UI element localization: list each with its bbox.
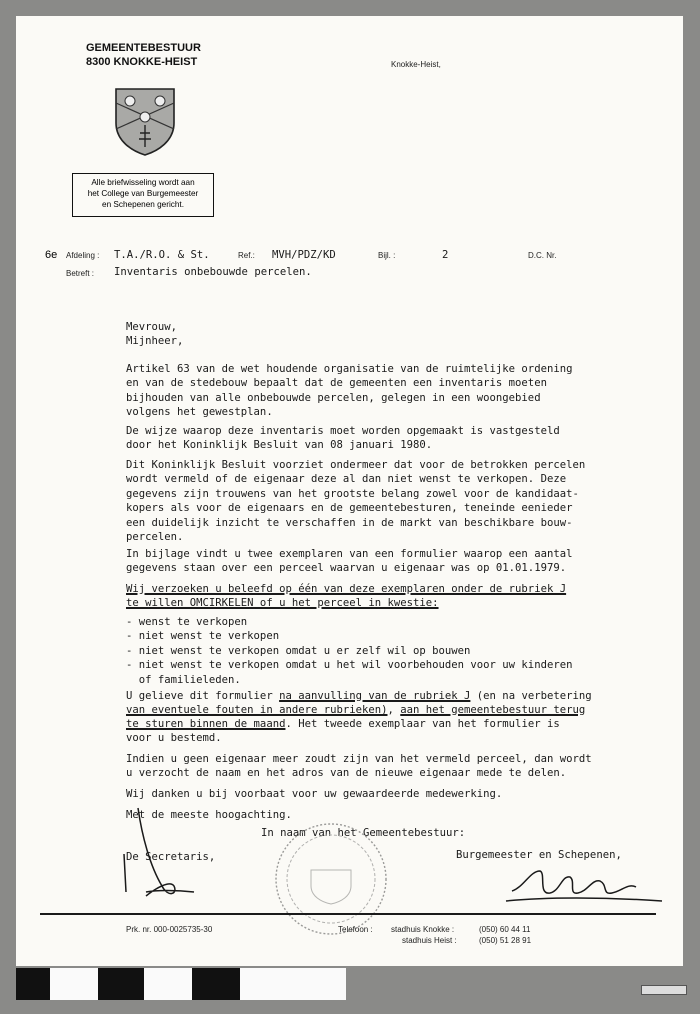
paragraph-1: Artikel 63 van de wet houdende organisatie van de ruimtelijke ordening en van de stedebouw bepaalt dat de gemeenten een inventaris moeten bijhouden van alle onbebouwde percelen, gelegen in een woongebied volgens het gewestplan. bbox=[126, 363, 573, 419]
closing-line: Met de meeste hoogachting. bbox=[126, 809, 292, 821]
salutation-line: Mijnheer, bbox=[126, 335, 184, 347]
ref-prefix: 6e bbox=[45, 249, 58, 261]
letterhead-line1: GEMEENTEBESTUUR bbox=[86, 42, 201, 54]
mayor-label: Burgemeester en Schepenen, bbox=[456, 849, 622, 861]
paragraph-6-line-1: U gelieve dit formulier na aanvulling van de rubriek J (en na verbetering bbox=[126, 690, 592, 702]
notice-line: het College van Burgemeester bbox=[87, 189, 199, 198]
letter-page bbox=[16, 16, 683, 966]
coat-of-arms-icon bbox=[114, 87, 176, 157]
footer-knokke-number: (050) 60 44 11 bbox=[479, 925, 531, 934]
bijl-value: 2 bbox=[442, 249, 449, 261]
paragraph-6-line-3: te sturen binnen de maand. Het tweede exemplaar van het formulier is bbox=[126, 718, 560, 730]
footer-telefoon-label: Telefoon : bbox=[338, 925, 373, 934]
paragraph-6-line-2: van eventuele fouten in andere rubrieken), aan het gemeentebestuur terug bbox=[126, 704, 586, 716]
footer-heist-number: (050) 51 28 91 bbox=[479, 936, 532, 945]
paragraph-6-line-4: voor u bestemd. bbox=[126, 732, 222, 744]
betreft-value: Inventaris onbebouwde percelen. bbox=[114, 266, 312, 278]
paragraph-8: Wij danken u bij voorbaat voor uw gewaardeerde medewerking. bbox=[126, 788, 503, 800]
notice-line: Alle briefwisseling wordt aan bbox=[91, 178, 195, 187]
secretary-signature-icon bbox=[116, 806, 196, 906]
afdeling-value: T.A./R.O. & St. bbox=[114, 249, 210, 261]
greyscale-bar-icon bbox=[16, 968, 346, 1000]
letterhead-place: Knokke-Heist, bbox=[391, 60, 441, 69]
scan-tag bbox=[641, 985, 687, 995]
scan-calibration-strip bbox=[16, 968, 346, 1000]
footer-heist-label: stadhuis Heist : bbox=[402, 936, 457, 945]
correspondence-notice bbox=[72, 173, 214, 217]
letterhead-line2: 8300 KNOKKE-HEIST bbox=[86, 56, 198, 68]
salutation-line: Mevrouw, bbox=[126, 321, 178, 333]
afdeling-label: Afdeling : bbox=[66, 251, 100, 260]
ref-value: MVH/PDZ/KD bbox=[272, 249, 336, 261]
official-seal-icon bbox=[271, 820, 391, 938]
footer-prk: Prk. nr. 000-0025735-30 bbox=[126, 925, 213, 934]
paragraph-3: Dit Koninklijk Besluit voorziet ondermeer dat voor de betrokken percelen wordt vermeld of de eigenaar deze al dan niet wenst te verkopen. Deze gegevens zijn trouwens van het grootste belang zowel voor de kandidaat- kopers als voor de eigenaars en de gemeentebesturen, teneinde eenieder een duidelijk inzicht te verschaffen in de markt van beschikbare bouw- percelen. bbox=[126, 459, 586, 544]
paragraph-7: Indien u geen eigenaar meer zoudt zijn van het vermeld perceel, dan wordt u verzocht de naam en het adros van de nieuwe eigenaar mede te delen. bbox=[126, 753, 592, 780]
request-line-2: te willen OMCIRKELEN of u het perceel in kwestie: bbox=[126, 597, 439, 609]
footer-rule bbox=[40, 913, 656, 915]
bijl-label: Bijl. : bbox=[378, 251, 396, 260]
dc-label: D.C. Nr. bbox=[528, 251, 557, 260]
mayor-signature-icon bbox=[504, 861, 664, 909]
footer-knokke-label: stadhuis Knokke : bbox=[391, 925, 455, 934]
secretary-label: De Secretaris, bbox=[126, 851, 216, 863]
options-list: - wenst te verkopen - niet wenst te verkopen - niet wenst te verkopen omdat u er zelf wil op bouwen - niet wenst te verkopen omdat u het wil voorbehouden voor uw kinderen of familieleden. bbox=[126, 616, 573, 686]
ref-label: Ref.: bbox=[238, 251, 255, 260]
paragraph-4: In bijlage vindt u twee exemplaren van een formulier waarop een aantal gegevens staan over een perceel waarvan u eigenaar was op 01.01.1979. bbox=[126, 548, 573, 575]
on-behalf-line: In naam van het Gemeentebestuur: bbox=[261, 827, 466, 839]
paragraph-2: De wijze waarop deze inventaris moet worden opgemaakt is vastgesteld door het Koninklijk Besluit van 08 januari 1980. bbox=[126, 425, 560, 452]
betreft-label: Betreft : bbox=[66, 269, 95, 278]
notice-line: en Schepenen gericht. bbox=[102, 200, 184, 209]
request-line-1: Wij verzoeken u beleefd op één van deze exemplaren onder de rubriek J bbox=[126, 583, 567, 595]
